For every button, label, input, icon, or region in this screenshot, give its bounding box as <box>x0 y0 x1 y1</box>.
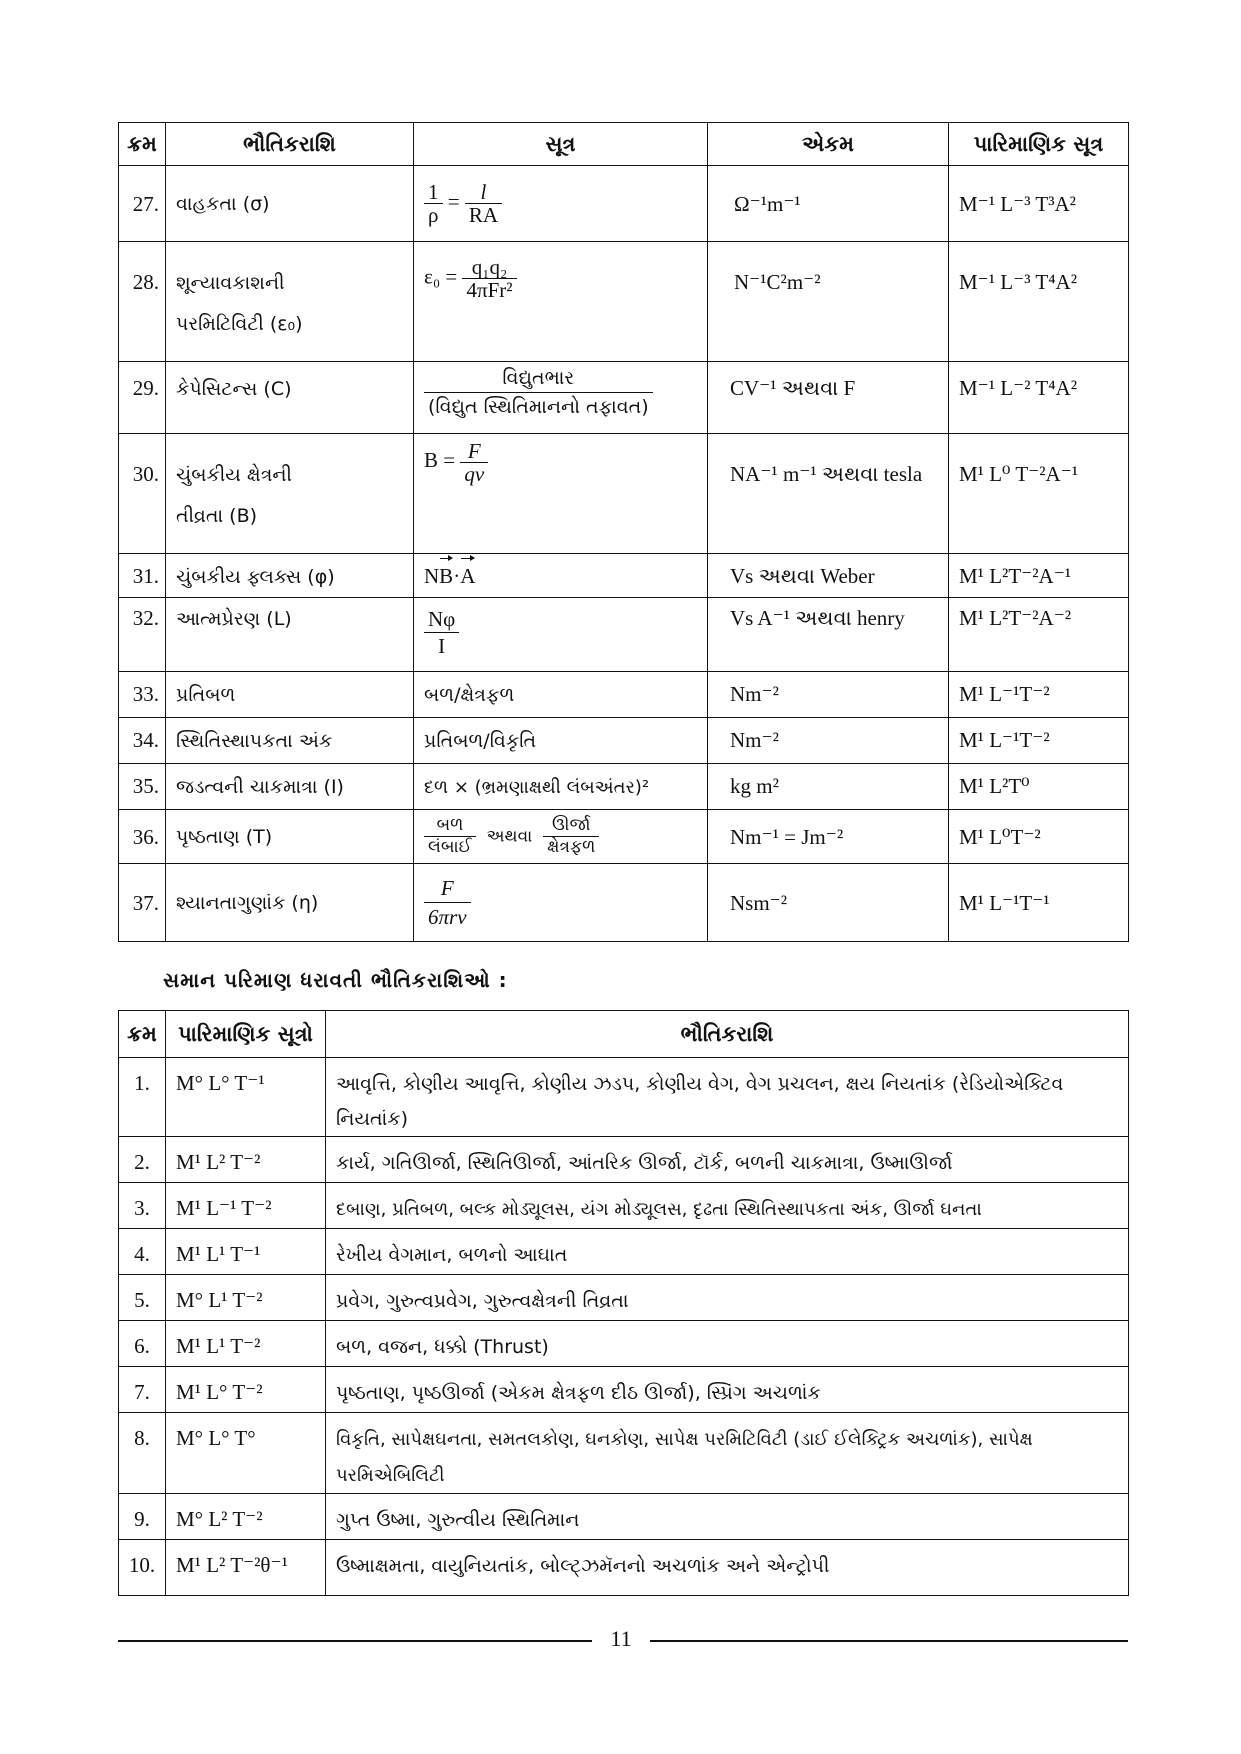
quantities-text: રેખીય વેગમાન, બળનો આઘાત <box>336 1244 568 1266</box>
quantity-text: ચુંબકીય ફ્લક્સ (φ) <box>176 566 335 588</box>
dimension-cell: M¹ L⁻¹T⁻² <box>949 718 1129 764</box>
fraction-denominator: ρ <box>428 203 439 227</box>
quantity-text: જડત્વની ચાકમાત્રા (I) <box>176 776 344 798</box>
quantity-text: ચુંબકીય ક્ષેત્રની <box>176 464 292 486</box>
formula-cell <box>414 242 708 362</box>
row-number: 4. <box>119 1229 166 1275</box>
quantities-cell <box>326 1275 1129 1321</box>
quantities-text: આવૃત્તિ, કોણીય આવૃત્તિ, કોણીય ઝડપ, કોણીય વેગ, વેગ પ્રચલન, ક્ષય નિયતાંક (રેડિયોએક્ટિવ નિયતાંક) <box>336 1073 1064 1130</box>
dimension-cell: M¹ L²T⁻²A⁻¹ <box>949 554 1129 598</box>
dimension-cell: M¹ L¹ T⁻¹ <box>166 1229 326 1275</box>
unit-cell <box>708 362 949 434</box>
quantity-cell <box>166 598 414 672</box>
dimension-cell: M⁻¹ L⁻² T⁴A² <box>949 362 1129 434</box>
table-row <box>119 764 1129 810</box>
table-row <box>119 1137 1129 1183</box>
unit-cell: Nm⁻² <box>708 672 949 718</box>
unit-cell: Vs A⁻¹ અથવા henry <box>708 598 949 672</box>
fraction-numerator: F <box>460 440 488 463</box>
quantities-text: ગુપ્ત ઉષ્મા, ગુરુત્વીય સ્થિતિમાન <box>336 1509 580 1531</box>
row-number: 35. <box>119 764 166 810</box>
quantity-text: સ્થિતિસ્થાપકતા અંક <box>176 730 333 752</box>
unit-text: CV⁻¹ અથવા F <box>730 376 856 400</box>
quantity-cell <box>166 764 414 810</box>
row-number: 28. <box>119 242 166 362</box>
table-row <box>119 1494 1129 1540</box>
quantities-cell <box>326 1229 1129 1275</box>
quantities-cell <box>326 1413 1129 1494</box>
header-serial: ક્રમ <box>119 1011 166 1058</box>
quantities-cell <box>326 1321 1129 1367</box>
table-row <box>119 242 1129 362</box>
formula-table <box>118 122 1129 942</box>
table-row <box>119 1058 1129 1137</box>
section-heading: સમાન પરિમાણ ધરાવતી ભૌતિકરાશિઓ : <box>163 968 508 992</box>
row-number: 7. <box>119 1367 166 1413</box>
dimension-cell: M¹ L⁻¹ T⁻² <box>166 1183 326 1229</box>
formula-fraction <box>424 606 459 659</box>
unit-cell: Ω⁻¹m⁻¹ <box>708 166 949 242</box>
quantities-text: બળ, વજન, ધક્કો (Thrust) <box>336 1336 549 1358</box>
fraction-denominator: 6πrv <box>428 905 467 929</box>
table-row <box>119 672 1129 718</box>
dimension-cell: M¹ L¹ T⁻² <box>166 1321 326 1367</box>
quantity-cell <box>166 810 414 864</box>
unit-cell: N⁻¹C²m⁻² <box>708 242 949 362</box>
formula-cell <box>414 554 708 598</box>
formula-cell <box>414 166 708 242</box>
dimension-cell: M¹ L²T⁻²A⁻² <box>949 598 1129 672</box>
table-row <box>119 864 1129 942</box>
dimension-cell: M¹ L⁰ T⁻²A⁻¹ <box>949 434 1129 554</box>
unit-cell: Vs અથવા Weber <box>708 554 949 598</box>
dimension-cell: M¹ L² T⁻²θ⁻¹ <box>166 1540 326 1596</box>
fraction-numerator: l <box>465 181 502 204</box>
fraction-numerator: q₁q₂ <box>462 256 516 279</box>
row-number: 1. <box>119 1058 166 1137</box>
row-number: 5. <box>119 1275 166 1321</box>
table-row <box>119 1183 1129 1229</box>
table-row <box>119 718 1129 764</box>
formula-text: પ્રતિબળ/વિકૃતિ <box>424 730 537 752</box>
fraction-denominator: qv <box>464 462 485 486</box>
fraction-numerator: બળ <box>424 815 476 837</box>
table-row <box>119 598 1129 672</box>
footer-rule-right <box>650 1640 1128 1642</box>
dot-operator: · <box>453 564 461 588</box>
dimension-cell: M¹ L° T⁻² <box>166 1367 326 1413</box>
unit-cell: Nm⁻¹ = Jm⁻² <box>708 810 949 864</box>
fraction-denominator: RA <box>468 203 499 227</box>
unit-cell: Nsm⁻² <box>708 864 949 942</box>
unit-cell: NA⁻¹ m⁻¹ અથવા tesla <box>708 434 949 554</box>
quantity-text-line2: તીવ્રતા (B) <box>176 505 258 527</box>
table-row <box>119 1413 1129 1494</box>
dimension-table-header <box>119 1011 1129 1058</box>
quantity-text: પ્રતિબળ <box>176 684 236 706</box>
row-number: 2. <box>119 1137 166 1183</box>
formula-cell <box>414 362 708 434</box>
fraction-numerator: Nφ <box>424 606 459 633</box>
header-formula: સૂત્ર <box>414 123 708 166</box>
formula-cell <box>414 764 708 810</box>
footer-rule-left <box>118 1640 592 1642</box>
quantity-text: શ્યાનતાગુણાંક (η) <box>176 892 319 914</box>
table-row <box>119 1275 1129 1321</box>
quantity-text-line2: પરમિટિવિટી (ε₀) <box>176 313 303 335</box>
row-number: 10. <box>119 1540 166 1596</box>
row-number: 32. <box>119 598 166 672</box>
quantity-cell <box>166 554 414 598</box>
unit-cell: Nm⁻² <box>708 718 949 764</box>
row-number: 31. <box>119 554 166 598</box>
dimension-cell: M¹ L⁻¹T⁻² <box>949 672 1129 718</box>
dimension-cell: M¹ L⁰T⁻² <box>949 810 1129 864</box>
table-row <box>119 1321 1129 1367</box>
fraction-denominator: લંબાઈ <box>428 837 472 857</box>
quantities-text: ઉષ્માક્ષમતા, વાયુનિયતાંક, બોલ્ટ્ઝમૅનનો અચળાંક અને એન્ટ્રોપી <box>336 1555 830 1577</box>
formula-lhs: B = <box>424 448 456 472</box>
dimension-cell: M° L° T° <box>166 1413 326 1494</box>
formula-fraction <box>424 364 653 421</box>
header-serial: ક્રમ <box>119 123 166 166</box>
fraction-numerator: ઊર્જા <box>543 815 599 837</box>
page-number: 11 <box>610 1626 632 1651</box>
quantity-cell <box>166 242 414 362</box>
quantities-text: દબાણ, પ્રતિબળ, બલ્ક મોડ્યૂલસ, યંગ મોડ્યૂલસ, દૃઢતા સ્થિતિસ્થાપકતા અંક, ઊર્જા ઘનતા <box>336 1199 982 1220</box>
formula-fraction <box>462 256 516 301</box>
header-dimension-formula: પારિમાણિક સૂત્રો <box>166 1011 326 1058</box>
table-row <box>119 166 1129 242</box>
dimension-cell: M⁻¹ L⁻³ T⁴A² <box>949 242 1129 362</box>
dimension-cell: M¹ L⁻¹T⁻¹ <box>949 864 1129 942</box>
vector-b: B <box>439 556 453 596</box>
formula-fraction <box>424 181 443 226</box>
quantities-cell <box>326 1367 1129 1413</box>
table-row <box>119 362 1129 434</box>
row-number: 6. <box>119 1321 166 1367</box>
quantities-text: કાર્ય, ગતિઊર્જા, સ્થિતિઊર્જા, આંતરિક ઊર્જા, ટૉર્ક, બળની ચાકમાત્રા, ઉષ્માઊર્જા <box>336 1152 953 1174</box>
formula-fraction <box>424 874 471 931</box>
quantities-text: વિકૃતિ, સાપેક્ષઘનતા, સમતલકોણ, ઘનકોણ, સાપેક્ષ પરમિટિવિટી (ડાઈ ઈલેક્ટ્રિક અચળાંક), સાપેક્ષ પરમિએબિલિટી <box>336 1429 1033 1486</box>
fraction-denominator: 4πFr² <box>466 278 513 302</box>
quantity-text: શૂન્યાવકાશની <box>176 272 285 294</box>
quantity-text: પૃષ્ઠતાણ (T) <box>176 826 273 848</box>
formula-cell <box>414 672 708 718</box>
header-unit: એકમ <box>708 123 949 166</box>
table-row <box>119 1540 1129 1596</box>
formula-text: બળ/ક્ષેત્રફળ <box>424 684 515 706</box>
fraction-numerator: વિદ્યુતભાર <box>424 364 653 393</box>
row-number: 27. <box>119 166 166 242</box>
fraction-denominator: (વિદ્યુત સ્થિતિમાનનો તફાવત) <box>428 396 649 418</box>
quantity-cell <box>166 864 414 942</box>
dimension-cell: M° L° T⁻¹ <box>166 1058 326 1137</box>
row-number: 29. <box>119 362 166 434</box>
dimension-cell: M° L² T⁻² <box>166 1494 326 1540</box>
unit-cell: kg m² <box>708 764 949 810</box>
dimension-cell: M° L¹ T⁻² <box>166 1275 326 1321</box>
formula-fraction <box>460 440 488 485</box>
quantity-cell <box>166 166 414 242</box>
fraction-numerator: 1 <box>424 181 443 204</box>
formula-or-text: અથવા <box>486 826 533 847</box>
quantity-cell <box>166 718 414 764</box>
row-number: 37. <box>119 864 166 942</box>
header-quantity: ભૌતિકરાશિ <box>326 1011 1129 1058</box>
row-number: 8. <box>119 1413 166 1494</box>
table-row <box>119 554 1129 598</box>
row-number: 30. <box>119 434 166 554</box>
table-row <box>119 1229 1129 1275</box>
formula-fraction <box>424 815 476 858</box>
quantities-text: પ્રવેગ, ગુરુત્વપ્રવેગ, ગુરુત્વક્ષેત્રની તિવ્રતા <box>336 1290 629 1312</box>
dimension-cell: M¹ L²T⁰ <box>949 764 1129 810</box>
quantities-cell <box>326 1137 1129 1183</box>
dimension-table <box>118 1010 1129 1596</box>
row-number: 33. <box>119 672 166 718</box>
quantity-cell <box>166 672 414 718</box>
formula-text: દળ × (ભ્રમણાક્ષથી લંબઅંતર)² <box>424 777 650 798</box>
formula-cell <box>414 434 708 554</box>
quantity-cell <box>166 434 414 554</box>
formula-lhs: ε₀ = <box>424 264 458 289</box>
formula-fraction <box>543 815 599 858</box>
formula-cell <box>414 598 708 672</box>
header-dimension: પારિમાણિક સૂત્ર <box>949 123 1129 166</box>
header-quantity: ભૌતિકરાશિ <box>166 123 414 166</box>
formula-cell <box>414 864 708 942</box>
dimension-cell: M¹ L² T⁻² <box>166 1137 326 1183</box>
quantity-text: આત્મપ્રેરણ (L) <box>176 608 292 630</box>
row-number: 3. <box>119 1183 166 1229</box>
formula-table-header <box>119 123 1129 166</box>
row-number: 36. <box>119 810 166 864</box>
quantities-cell <box>326 1183 1129 1229</box>
quantity-cell <box>166 362 414 434</box>
equals-sign: = <box>447 189 460 214</box>
quantities-cell <box>326 1540 1129 1596</box>
fraction-denominator: I <box>438 634 446 658</box>
quantity-text: કેપેસિટન્સ (C) <box>176 378 292 400</box>
table-row <box>119 810 1129 864</box>
formula-fraction <box>465 181 502 226</box>
dimension-cell: M⁻¹ L⁻³ T³A² <box>949 166 1129 242</box>
row-number: 34. <box>119 718 166 764</box>
table-row <box>119 434 1129 554</box>
formula-cell <box>414 718 708 764</box>
vector-a: A <box>460 556 475 596</box>
quantities-cell <box>326 1494 1129 1540</box>
quantities-cell <box>326 1058 1129 1137</box>
quantity-text: વાહકતા (σ) <box>176 193 270 215</box>
formula-cell <box>414 810 708 864</box>
formula-prefix: N <box>424 564 440 588</box>
fraction-numerator: F <box>424 874 471 903</box>
quantities-text: પૃષ્ઠતાણ, પૃષ્ઠઊર્જા (એકમ ક્ષેત્રફળ દીઠ ઊર્જા), સ્પ્રિંગ અચળાંક <box>336 1382 821 1404</box>
row-number: 9. <box>119 1494 166 1540</box>
table-row <box>119 1367 1129 1413</box>
fraction-denominator: ક્ષેત્રફળ <box>547 837 596 857</box>
